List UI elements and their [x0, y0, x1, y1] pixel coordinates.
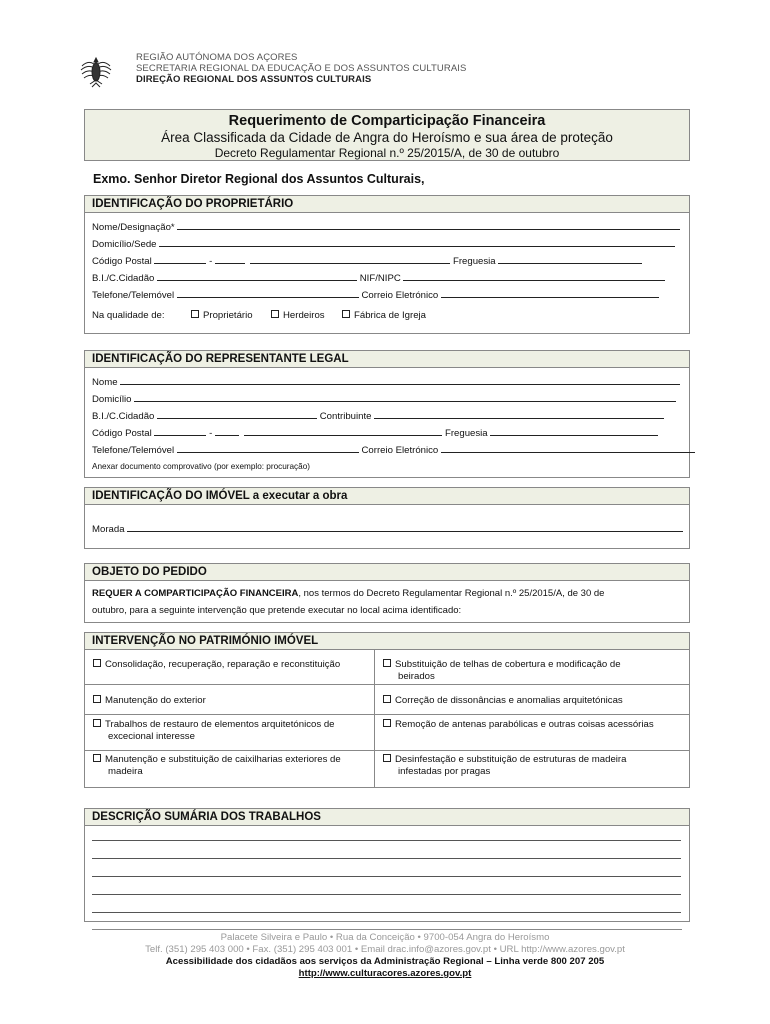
- intervention-r2c2-label: Correção de dissonâncias e anomalias arquitetónicas: [395, 695, 623, 706]
- description-line-2[interactable]: [92, 857, 681, 859]
- intervention-r4c2a-label: Desinfestação e substituição de estruturas de madeira: [395, 754, 627, 765]
- property-heading: IDENTIFICAÇÃO DO IMÓVEL a executar a obra: [85, 488, 689, 505]
- greeting: Exmo. Senhor Diretor Regional dos Assuntos Culturais,: [93, 172, 425, 186]
- header-directorate: DIREÇÃO REGIONAL DOS ASSUNTOS CULTURAIS: [136, 74, 372, 85]
- rep-postal-dash: -: [209, 428, 213, 439]
- request-text2: outubro, para a seguinte intervenção que pretende executar no local acima identificado:: [92, 605, 462, 616]
- checkbox-icon[interactable]: [93, 754, 101, 762]
- rep-name-field[interactable]: [120, 376, 680, 385]
- checkbox-icon[interactable]: [383, 695, 391, 703]
- owner-nif-label: NIF/NIPC: [359, 273, 401, 284]
- owner-address-label: Domicílio/Sede: [92, 239, 157, 250]
- rep-email-label: Correio Eletrónico: [361, 445, 439, 456]
- intervention-heading: INTERVENÇÃO NO PATRIMÓNIO IMÓVEL: [85, 633, 689, 650]
- intervention-option-dissonance[interactable]: [383, 695, 623, 707]
- owner-phone-label: Telefone/Telemóvel: [92, 290, 175, 301]
- checkbox-icon[interactable]: [383, 719, 391, 727]
- checkbox-icon[interactable]: [93, 659, 101, 667]
- intervention-r1c1-label: Consolidação, recuperação, reparação e reconstituição: [105, 659, 341, 670]
- intervention-r1c2a-label: Substituição de telhas de cobertura e modificação de: [395, 659, 621, 670]
- rep-taxpayer-label: Contribuinte: [319, 411, 372, 422]
- intervention-r3c1b-label: excecional interesse: [108, 731, 195, 742]
- owner-opt-proprietario[interactable]: [191, 310, 253, 322]
- owner-locality-field[interactable]: [250, 255, 450, 264]
- intervention-section: [84, 632, 690, 788]
- description-section: [84, 808, 690, 922]
- request-heading: OBJETO DO PEDIDO: [85, 564, 689, 581]
- rep-note: Anexar documento comprovativo (por exemplo: procuração): [92, 462, 310, 471]
- intervention-r1c2b-label: beirados: [398, 671, 435, 682]
- owner-postal-field-2[interactable]: [215, 255, 245, 264]
- rep-address-field[interactable]: [134, 393, 676, 402]
- owner-email-field[interactable]: [441, 289, 659, 298]
- checkbox-icon[interactable]: [191, 310, 199, 318]
- intervention-option-antennas[interactable]: [383, 719, 654, 731]
- coat-of-arms-icon: [76, 52, 116, 92]
- checkbox-icon[interactable]: [383, 659, 391, 667]
- rep-parish-field[interactable]: [490, 427, 658, 436]
- intervention-option-exterior[interactable]: [93, 695, 206, 707]
- form-decree: Decreto Regulamentar Regional n.º 25/2015/A, de 30 de outubro: [214, 146, 560, 160]
- footer-address: Palacete Silveira e Paulo • Rua da Conceição • 9700-054 Angra do Heroísmo: [220, 932, 550, 943]
- intervention-option-restoration[interactable]: [93, 719, 335, 743]
- checkbox-icon[interactable]: [93, 695, 101, 703]
- request-bold: REQUER A COMPARTICIPAÇÃO FINANCEIRA: [92, 588, 299, 599]
- property-address-field[interactable]: [127, 523, 683, 532]
- footer-hotline: Acessibilidade dos cidadãos aos serviços da Administração Regional – Linha verde 800 207 205: [165, 956, 605, 967]
- description-line-5[interactable]: [92, 911, 681, 913]
- form-title: Requerimento de Comparticipação Financeira: [228, 113, 546, 129]
- rep-id-field[interactable]: [157, 410, 317, 419]
- rep-name-label: Nome: [92, 377, 118, 388]
- owner-email-label: Correio Eletrónico: [361, 290, 439, 301]
- checkbox-icon[interactable]: [271, 310, 279, 318]
- footer-contacts: Telf. (351) 295 403 000 • Fax. (351) 295 403 001 • Email drac.info@azores.gov.pt • URL http://www.azores.gov.pt: [145, 944, 625, 955]
- owner-address-field[interactable]: [159, 238, 675, 247]
- footer-url-link[interactable]: http://www.culturacores.azores.gov.pt: [298, 968, 472, 979]
- owner-opt-herdeiros[interactable]: [271, 310, 325, 322]
- owner-quality-label: Na qualidade de:: [92, 310, 165, 321]
- owner-name-field[interactable]: [177, 221, 680, 230]
- checkbox-icon[interactable]: [93, 719, 101, 727]
- rep-email-field[interactable]: [441, 444, 695, 453]
- representative-section: [84, 350, 690, 478]
- intervention-option-windows[interactable]: [93, 754, 341, 778]
- header-secretariat: SECRETARIA REGIONAL DA EDUCAÇÃO E DOS ASSUNTOS CULTURAIS: [136, 63, 467, 74]
- rep-parish-label: Freguesia: [444, 428, 488, 439]
- intervention-option-pests[interactable]: [383, 754, 626, 778]
- rep-postal-field-2[interactable]: [215, 427, 239, 436]
- owner-section: [84, 195, 690, 334]
- intervention-r3c1a-label: Trabalhos de restauro de elementos arquitetónicos de: [105, 719, 335, 730]
- property-section: [84, 487, 690, 549]
- checkbox-icon[interactable]: [383, 754, 391, 762]
- description-line-4[interactable]: [92, 893, 681, 895]
- owner-id-label: B.I./C.Cidadão: [92, 273, 155, 284]
- rep-address-label: Domicílio: [92, 394, 132, 405]
- rep-heading: IDENTIFICAÇÃO DO REPRESENTANTE LEGAL: [85, 351, 689, 368]
- intervention-option-roof[interactable]: [383, 659, 621, 683]
- owner-opt1-label: Proprietário: [203, 310, 253, 321]
- rep-postal-field-1[interactable]: [154, 427, 206, 436]
- intervention-r3c2-label: Remoção de antenas parabólicas e outras coisas acessórias: [395, 719, 654, 730]
- owner-parish-field[interactable]: [498, 255, 642, 264]
- description-line-3[interactable]: [92, 875, 681, 877]
- intervention-r4c1b-label: madeira: [108, 766, 143, 777]
- owner-postal-field-1[interactable]: [154, 255, 206, 264]
- description-heading: DESCRIÇÃO SUMÁRIA DOS TRABALHOS: [85, 809, 689, 826]
- owner-name-label: Nome/Designação*: [92, 222, 175, 233]
- owner-opt2-label: Herdeiros: [283, 310, 325, 321]
- header-region: REGIÃO AUTÓNOMA DOS AÇORES: [136, 52, 298, 63]
- owner-id-field[interactable]: [157, 272, 357, 281]
- request-text1: , nos termos do Decreto Regulamentar Regional n.º 25/2015/A, de 30 de: [298, 588, 605, 599]
- request-section: [84, 563, 690, 623]
- rep-locality-field[interactable]: [244, 427, 442, 436]
- owner-opt-fabrica[interactable]: [342, 310, 426, 322]
- rep-taxpayer-field[interactable]: [374, 410, 664, 419]
- intervention-r4c2b-label: infestadas por pragas: [398, 766, 491, 777]
- form-subtitle: Área Classificada da Cidade de Angra do Heroísmo e sua área de proteção: [161, 130, 613, 145]
- footer-divider: [92, 929, 682, 930]
- checkbox-icon[interactable]: [342, 310, 350, 318]
- rep-phone-label: Telefone/Telemóvel: [92, 445, 175, 456]
- intervention-r4c1a-label: Manutenção e substituição de caixilharias exteriores de: [105, 754, 341, 765]
- owner-postal-dash: -: [209, 256, 213, 267]
- rep-id-label: B.I./C.Cidadão: [92, 411, 155, 422]
- intervention-option-consolidation[interactable]: [93, 659, 340, 671]
- description-line-1[interactable]: [92, 839, 681, 841]
- owner-opt3-label: Fábrica de Igreja: [354, 310, 426, 321]
- owner-nif-field[interactable]: [403, 272, 665, 281]
- owner-phone-field[interactable]: [177, 289, 359, 298]
- title-box: [84, 109, 690, 161]
- owner-heading: IDENTIFICAÇÃO DO PROPRIETÁRIO: [85, 196, 689, 213]
- intervention-r2c1-label: Manutenção do exterior: [105, 695, 206, 706]
- owner-parish-label: Freguesia: [452, 256, 496, 267]
- rep-postal-label: Código Postal: [92, 428, 152, 439]
- rep-phone-field[interactable]: [177, 444, 359, 453]
- property-address-label: Morada: [92, 524, 125, 535]
- owner-postal-label: Código Postal: [92, 256, 152, 267]
